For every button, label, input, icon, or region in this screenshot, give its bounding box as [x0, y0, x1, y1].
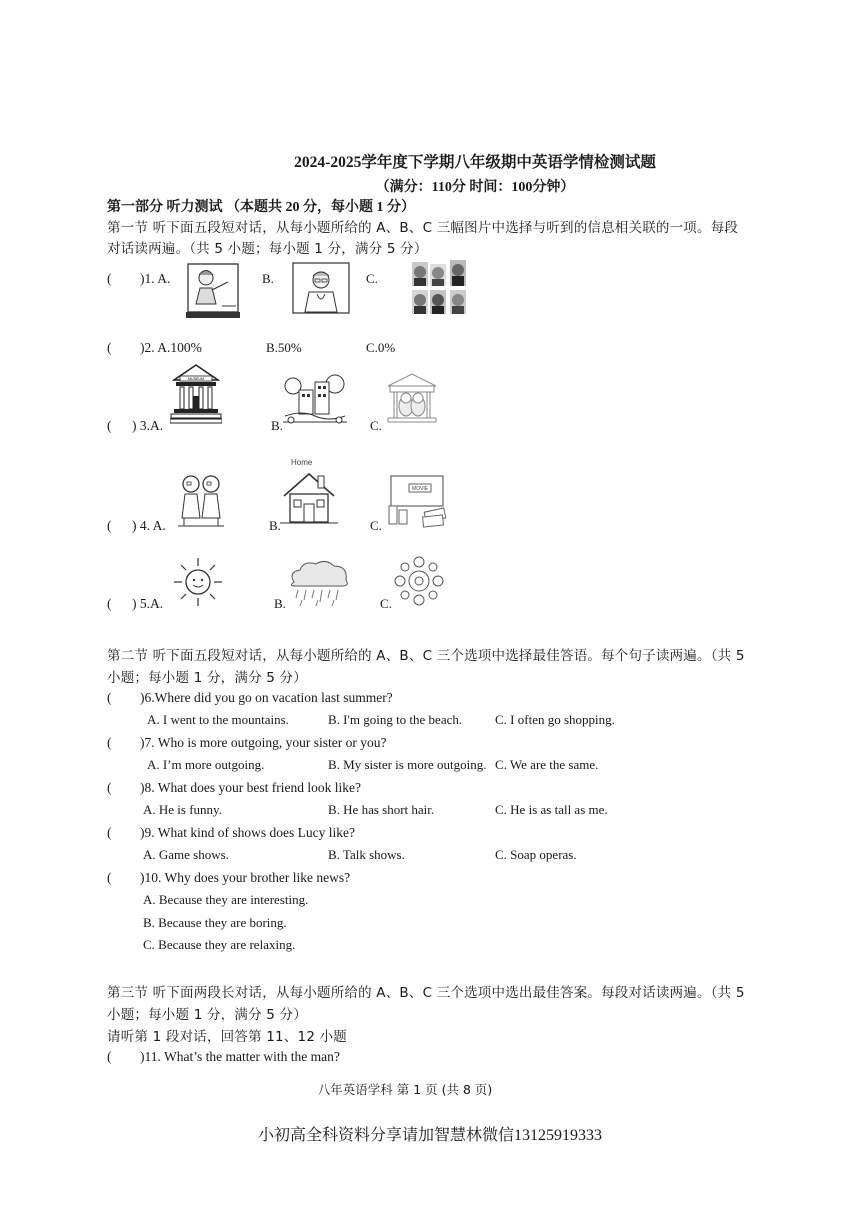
q7-option-b: B. My sister is more outgoing.: [328, 757, 487, 772]
answer-paren: (: [107, 1049, 112, 1064]
snowy-picture: [394, 556, 444, 606]
answer-paren: (: [107, 690, 112, 705]
answer-paren: (: [107, 735, 112, 750]
q10-option-a: A. Because they are interesting.: [143, 892, 309, 907]
q5-label: ) 5.A.: [132, 596, 164, 611]
q3-option-c: C.: [370, 418, 382, 433]
q2-label: )2. A.100%: [140, 340, 202, 355]
zoo-picture: [384, 372, 440, 428]
answer-paren: (: [107, 596, 112, 611]
q6-option-b: B. I'm going to the beach.: [328, 712, 463, 727]
museum-sign-label: MUSEUM: [188, 377, 204, 381]
answer-paren: (: [107, 518, 112, 533]
section2-instruction-line1: 第二节 听下面五段短对话，从每小题所给的 A、B、C 三个选项中选择最佳答语。每个句子读两遍。（共 5: [107, 648, 745, 664]
grandparents-picture: [178, 470, 224, 528]
q9-question: )9. What kind of shows does Lucy like?: [140, 825, 355, 840]
q3-option-b: B.: [271, 418, 283, 433]
museum-picture: [170, 362, 222, 424]
q4-label: ) 4. A.: [132, 518, 166, 533]
q6-option-a: A. I went to the mountains.: [147, 712, 289, 727]
q10-option-b: B. Because they are boring.: [143, 915, 287, 930]
section1-instruction-line1: 第一节 听下面五段短对话，从每小题所给的 A、B、C 三幅图片中选择与听到的信息相关联的一项。每段: [107, 220, 739, 236]
q1-label: )1. A.: [140, 271, 171, 286]
part1-heading: 第一部分 听力测试 （本题共 20 分，每小题 1 分）: [107, 200, 415, 215]
q4-option-c: C.: [370, 518, 382, 533]
q6-question: )6.Where did you go on vacation last summer?: [140, 690, 393, 705]
q8-question: )8. What does your best friend look like?: [140, 780, 361, 795]
answer-paren: (: [107, 780, 112, 795]
q7-option-a: A. I’m more outgoing.: [147, 757, 265, 772]
q9-option-b: B. Talk shows.: [328, 847, 405, 862]
house-picture: [280, 470, 338, 526]
q9-option-c: C. Soap operas.: [495, 847, 577, 862]
q7-option-c: C. We are the same.: [495, 757, 599, 772]
answer-paren: (: [107, 340, 112, 355]
answer-paren: (: [107, 271, 112, 286]
q1-option-c: C.: [366, 271, 378, 286]
exam-subtitle: （满分：110分 时间：100分钟）: [375, 180, 575, 195]
section3-instruction-line3: 请听第 1 段对话，回答第 11、12 小题: [107, 1029, 348, 1045]
teacher-picture: [184, 260, 242, 322]
q10-question: )10. Why does your brother like news?: [140, 870, 351, 885]
rainy-picture: [286, 558, 352, 608]
q2-option-c: C.0%: [366, 340, 396, 355]
q8-option-a: A. He is funny.: [143, 802, 222, 817]
section3-instruction-line2: 小题；每小题 1 分，满分 5 分）: [107, 1007, 307, 1023]
answer-paren: (: [107, 870, 112, 885]
section2-instruction-line2: 小题；每小题 1 分，满分 5 分）: [107, 670, 307, 686]
sunny-picture: [172, 556, 224, 608]
q8-option-c: C. He is as tall as me.: [495, 802, 608, 817]
section3-instruction-line1: 第三节 听下面两段长对话，从每小题所给的 A、B、C 三个选项中选出最佳答案。每段对话读两遍。（共 5: [107, 985, 745, 1001]
answer-paren: (: [107, 418, 112, 433]
town-picture: [283, 372, 347, 428]
answer-paren: (: [107, 825, 112, 840]
section1-instruction-line2: 对话读两遍。（共 5 小题；每小题 1 分，满分 5 分）: [107, 241, 428, 257]
q7-question: )7. Who is more outgoing, your sister or you?: [140, 735, 387, 750]
q4-option-b: B.: [269, 518, 281, 533]
q11-question: )11. What’s the matter with the man?: [140, 1049, 340, 1064]
q8-option-b: B. He has short hair.: [328, 802, 435, 817]
q5-option-c: C.: [380, 596, 392, 611]
q3-label: ) 3.A.: [132, 418, 164, 433]
doctor-picture: [292, 262, 350, 314]
q2-option-b: B.50%: [266, 340, 302, 355]
home-label: Home: [291, 458, 313, 467]
movie-theater-picture: [385, 472, 449, 528]
q1-option-b: B.: [262, 271, 274, 286]
q10-option-c: C. Because they are relaxing.: [143, 937, 296, 952]
q9-option-a: A. Game shows.: [143, 847, 229, 862]
q5-option-b: B.: [274, 596, 286, 611]
q6-option-c: C. I often go shopping.: [495, 712, 615, 727]
exam-title: 2024-2025学年度下学期八年级期中英语学情检测试题: [294, 154, 656, 171]
movie-sign-label: MOVIE: [411, 486, 429, 492]
faces-collage-picture: [410, 260, 468, 316]
contact-watermark: 小初高全科资料分享请加智慧林微信13125919333: [257, 1127, 602, 1144]
page-footer: 八年英语学科 第 1 页 (共 8 页): [317, 1082, 493, 1097]
